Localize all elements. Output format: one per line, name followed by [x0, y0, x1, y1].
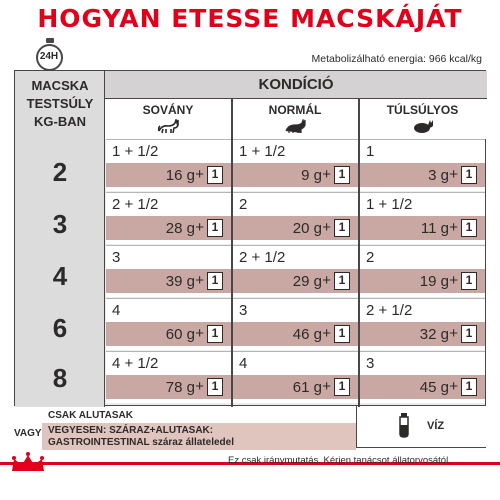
column-label: NORMÁL — [268, 103, 322, 117]
clock-icon — [36, 44, 63, 71]
dry-food-band — [233, 322, 358, 346]
dry-food-grams: 20 g — [292, 220, 322, 237]
feeding-cell — [360, 192, 485, 244]
page-title: HOGYAN ETESSE MACSKÁJÁT — [37, 4, 463, 33]
pouch-icon: 1 — [207, 378, 223, 396]
weight-value: 4 — [52, 261, 68, 291]
dry-food-band — [360, 163, 485, 187]
pouch-count: 3 — [112, 249, 121, 266]
dry-food-band — [233, 216, 358, 240]
only-pouches-label: CSAK ALUTASAK — [48, 410, 133, 421]
pouch-icon: 1 — [207, 166, 223, 184]
overweight-cat-icon — [412, 119, 434, 135]
clock-label: 24H — [39, 51, 59, 62]
weight-header — [15, 77, 105, 131]
feeding-cell — [360, 139, 485, 191]
normal-cat-icon — [284, 119, 306, 135]
weight-value: 2 — [52, 157, 68, 187]
plus-sign: + — [195, 325, 204, 342]
mixed-line1: VEGYESEN: SZÁRAZ+ALUTASAK: — [48, 425, 214, 436]
dry-food-grams: 60 g — [165, 326, 195, 343]
dry-food-grams: 3 g — [428, 167, 449, 184]
pouch-count: 4 — [239, 355, 248, 372]
plus-sign: + — [195, 272, 204, 289]
pouch-count: 2 — [239, 196, 248, 213]
plus-sign: + — [449, 378, 458, 395]
plus-sign: + — [195, 378, 204, 395]
pouch-icon: 1 — [334, 272, 350, 290]
pouch-icon: 1 — [207, 325, 223, 343]
water-box — [356, 406, 486, 448]
pouch-count: 1 — [366, 143, 375, 160]
dry-food-grams: 39 g — [165, 273, 195, 290]
weight-value: 3 — [52, 209, 68, 239]
or-label: VAGY — [14, 428, 42, 439]
pouch-icon: 1 — [334, 166, 350, 184]
column-header-normal — [232, 99, 359, 139]
plus-sign: + — [322, 166, 331, 183]
pouch-icon: 1 — [207, 219, 223, 237]
plus-sign: + — [322, 219, 331, 236]
dry-food-grams: 9 g — [301, 167, 322, 184]
mixed-line2: GASTROINTESTINAL száraz állateledel — [48, 437, 234, 448]
pouch-icon: 1 — [334, 219, 350, 237]
feeding-cell — [106, 351, 231, 403]
feeding-cell — [233, 245, 358, 297]
plus-sign: + — [449, 272, 458, 289]
pouch-icon: 1 — [461, 325, 477, 343]
column-divider — [358, 99, 360, 407]
pouch-icon: 1 — [461, 378, 477, 396]
royal-canin-crown-logo — [6, 451, 66, 473]
feeding-cell — [106, 192, 231, 244]
condition-header: KONDÍCIÓ — [105, 71, 487, 99]
plus-sign: + — [322, 378, 331, 395]
dry-food-band — [233, 163, 358, 187]
plus-sign: + — [322, 272, 331, 289]
dry-food-grams: 11 g — [420, 220, 449, 237]
dry-food-band — [106, 216, 231, 240]
pouch-count: 1 + 1/2 — [366, 196, 413, 213]
dry-food-grams: 29 g — [292, 273, 322, 290]
plus-sign: + — [449, 219, 458, 236]
weight-column — [15, 71, 105, 407]
weight-header-line1: MACSKA — [31, 78, 89, 93]
feeding-table — [14, 70, 486, 406]
water-label: VÍZ — [427, 420, 445, 432]
dry-food-band — [106, 375, 231, 399]
pouch-icon: 1 — [334, 325, 350, 343]
dry-food-grams: 61 g — [292, 379, 322, 396]
pouch-count: 4 + 1/2 — [112, 355, 159, 372]
disclaimer: Ez csak iránymutatás. Kérjen tanácsot állatorvosától. — [228, 455, 451, 466]
plus-sign: + — [449, 325, 458, 342]
column-label: SOVÁNY — [142, 103, 194, 117]
pouch-count: 2 + 1/2 — [366, 302, 413, 319]
pouch-icon: 1 — [461, 272, 477, 290]
pouch-count: 4 — [112, 302, 121, 319]
footer-legend — [14, 406, 356, 456]
feeding-cell — [360, 298, 485, 350]
pouch-count: 2 + 1/2 — [112, 196, 159, 213]
pouch-icon: 1 — [334, 378, 350, 396]
dry-food-band — [233, 269, 358, 293]
weight-value: 6 — [52, 313, 68, 343]
weight-header-line2: TESTSÚLY — [26, 96, 94, 111]
thin-cat-icon — [157, 119, 179, 135]
pouch-count: 1 + 1/2 — [239, 143, 286, 160]
mixed-feeding-label — [42, 423, 356, 450]
feeding-cell — [106, 298, 231, 350]
feeding-cell — [360, 351, 485, 403]
dry-food-band — [106, 269, 231, 293]
pouch-count: 3 — [366, 355, 375, 372]
dry-food-grams: 16 g — [165, 167, 195, 184]
dry-food-band — [106, 163, 231, 187]
dry-food-band — [360, 216, 485, 240]
dry-food-grams: 46 g — [292, 326, 322, 343]
dry-food-grams: 19 g — [419, 273, 449, 290]
plus-sign: + — [195, 166, 204, 183]
dry-food-grams: 32 g — [419, 326, 449, 343]
plus-sign: + — [322, 325, 331, 342]
pouch-icon: 1 — [461, 219, 477, 237]
feeding-cell — [233, 298, 358, 350]
weight-value: 8 — [52, 363, 68, 393]
feeding-cell — [106, 139, 231, 191]
feeding-cell — [360, 245, 485, 297]
dry-food-grams: 45 g — [419, 379, 449, 396]
dry-food-grams: 78 g — [165, 379, 195, 396]
weight-header-line3: KG-BAN — [34, 114, 86, 129]
plus-sign: + — [449, 166, 458, 183]
pouch-icon: 1 — [207, 272, 223, 290]
dry-food-band — [233, 375, 358, 399]
dry-food-grams: 28 g — [165, 220, 195, 237]
column-header-overweight — [359, 99, 486, 139]
dry-food-band — [106, 322, 231, 346]
pouch-icon: 1 — [461, 166, 477, 184]
plus-sign: + — [195, 219, 204, 236]
pouch-count: 3 — [239, 302, 248, 319]
dry-food-band — [360, 375, 485, 399]
feeding-cell — [233, 192, 358, 244]
column-divider — [231, 99, 233, 407]
pouch-count: 2 — [366, 249, 375, 266]
pouch-count: 2 + 1/2 — [239, 249, 286, 266]
feeding-cell — [233, 139, 358, 191]
energy-info: Metabolizálható energia: 966 kcal/kg — [311, 53, 482, 65]
water-bottle-icon — [397, 412, 411, 438]
dry-food-band — [360, 269, 485, 293]
dry-food-band — [360, 322, 485, 346]
feeding-cell — [233, 351, 358, 403]
column-header-thin — [105, 99, 232, 139]
feeding-cell — [106, 245, 231, 297]
pouch-count: 1 + 1/2 — [112, 143, 159, 160]
column-label: TÚLSÚLYOS — [386, 103, 459, 117]
